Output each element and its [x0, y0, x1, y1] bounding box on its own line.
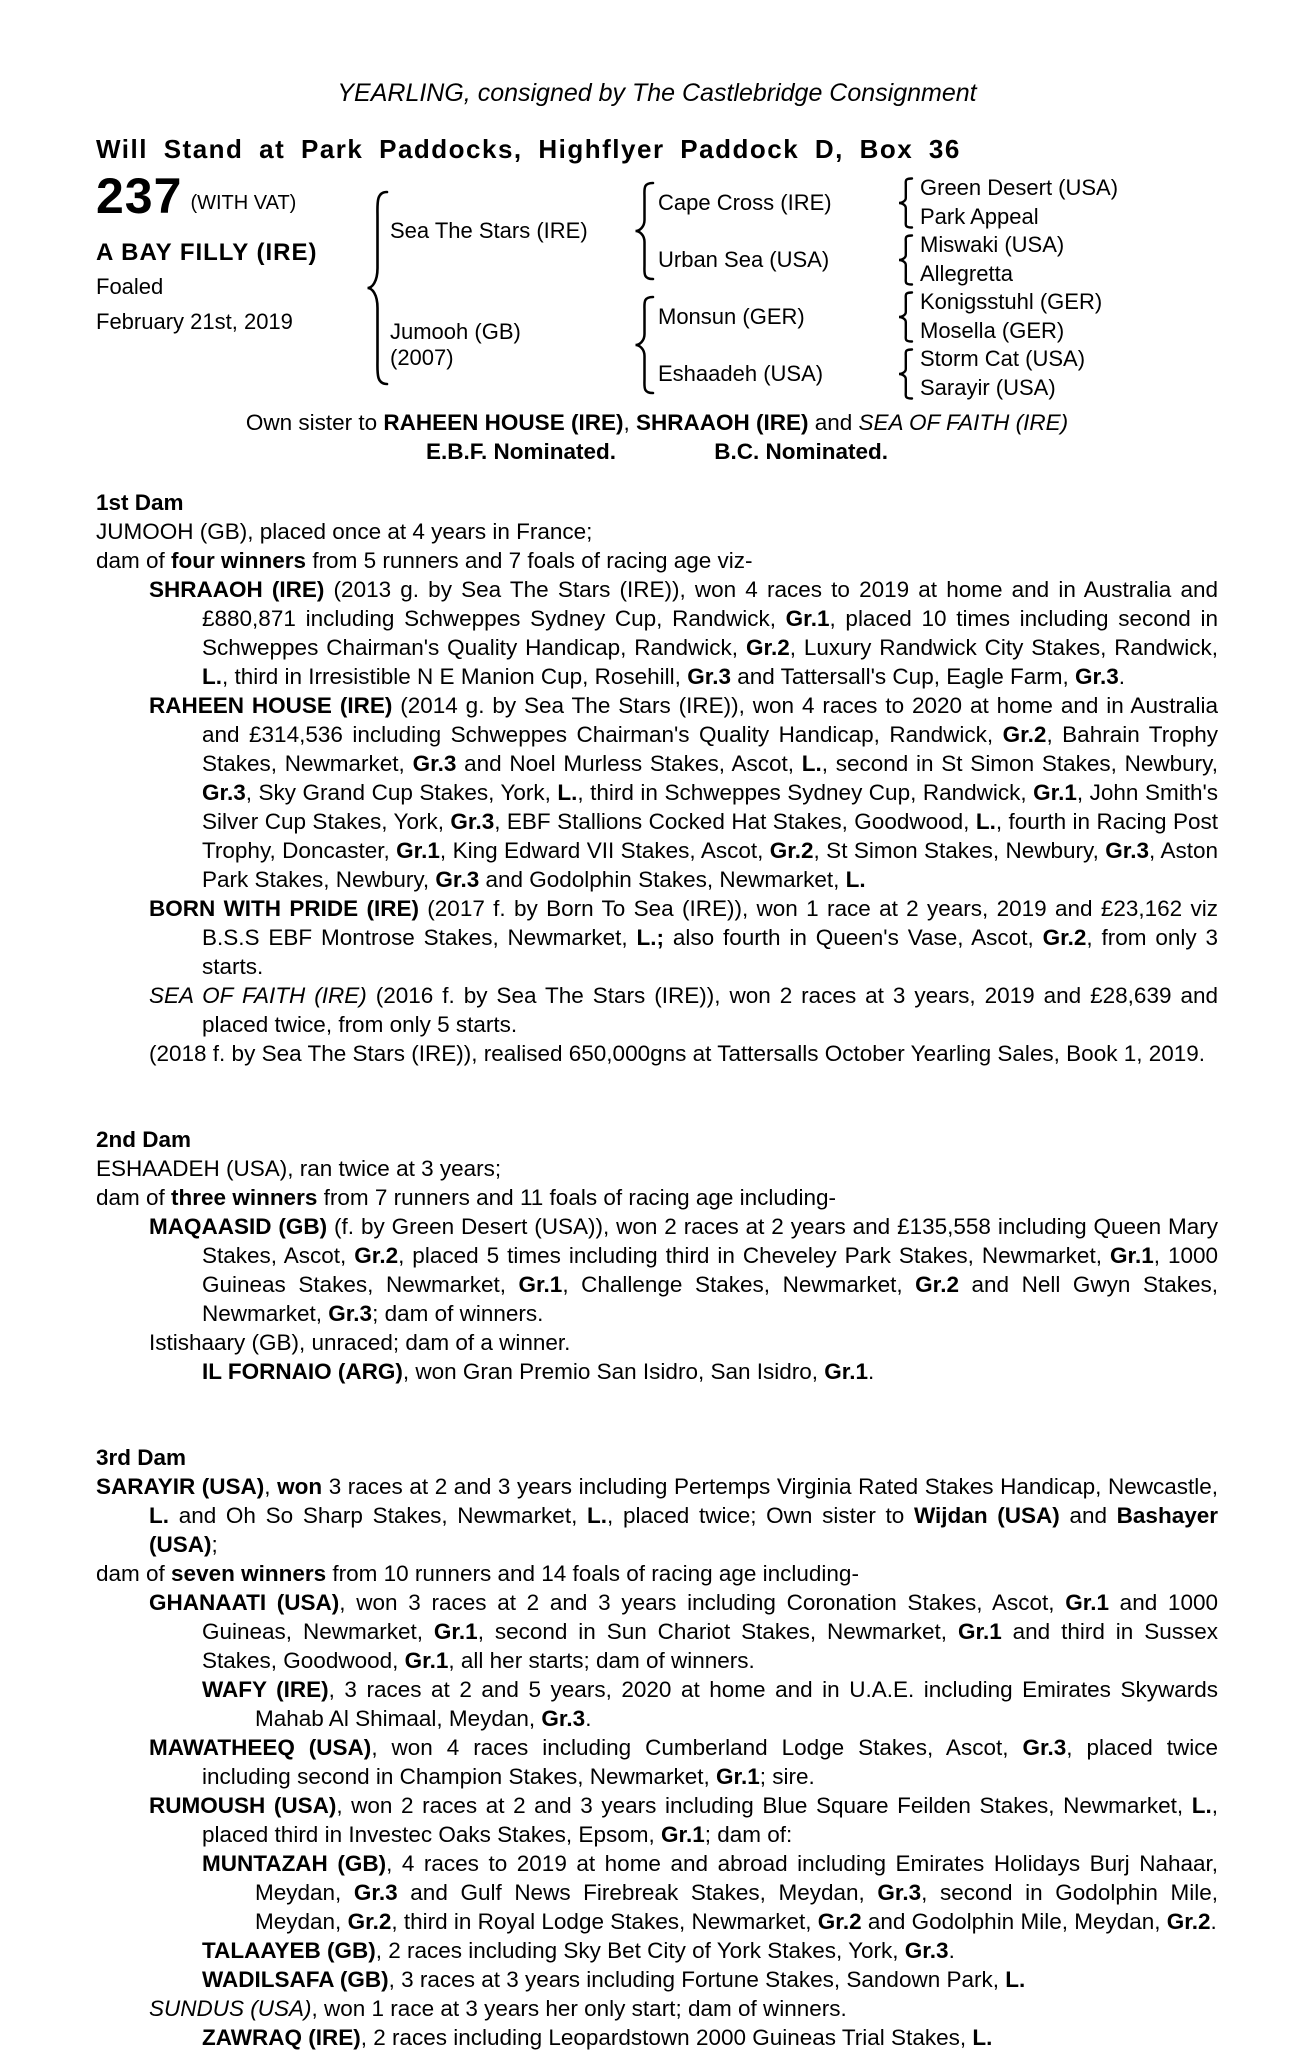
text-run: Istishaary (GB), unraced; dam of a winner.	[149, 1330, 571, 1355]
text-run: , third in Royal Lodge Stakes, Newmarket,	[391, 1909, 818, 1934]
emphasis-text: Gr.3	[202, 780, 246, 805]
pedigree-paragraph	[149, 1791, 1218, 1849]
emphasis-text: Gr.2	[817, 1909, 862, 1934]
text-run: , St Simon Stakes, Newbury,	[813, 838, 1106, 863]
text-run: ;	[211, 1532, 218, 1557]
text-run: , second in Godolphin Mile, Meydan,	[255, 1880, 1218, 1934]
great-granddam-name: Mosella (GER)	[920, 317, 1065, 343]
text-run: dam of	[96, 548, 172, 573]
emphasis-text: SUNDUS (USA)	[149, 1996, 312, 2021]
text-run: , all her starts; dam of winners.	[448, 1648, 755, 1673]
emphasis-text: L.	[149, 1503, 169, 1528]
emphasis-text: Gr.3	[328, 1301, 373, 1326]
emphasis-text: Gr.3	[904, 1938, 949, 1963]
text-run: , third in Schweppes Sydney Cup, Randwick,	[577, 780, 1034, 805]
dam-section-heading: 2nd Dam	[96, 1127, 192, 1152]
text-run: and Nell Gwyn Stakes, Newmarket,	[202, 1272, 1219, 1326]
text-run: , 2 races including Sky Bet City of York Stakes, York,	[375, 1938, 905, 1963]
text-run: , 2 races including Leopardstown 2000 Guineas Trial Stakes,	[360, 2025, 973, 2050]
text-run: and Godolphin Stakes, Newmarket,	[479, 867, 846, 892]
bc-nominated-label: B.C. Nominated.	[714, 439, 889, 464]
great-granddam-name: Allegretta	[920, 260, 1013, 286]
brace-icon	[364, 174, 390, 402]
text-run: JUMOOH (GB), placed once at 4 years in France;	[96, 519, 593, 544]
emphasis-text: Gr.1	[433, 1619, 478, 1644]
ebf-nominated-label: E.B.F. Nominated.	[425, 439, 616, 464]
text-run: , EBF Stallions Cocked Hat Stakes, Goodwood,	[494, 809, 976, 834]
pedigree-paragraph	[202, 1936, 1218, 1965]
foaled-label: Foaled	[96, 274, 164, 299]
text-run: , Challenge Stakes, Newmarket,	[562, 1272, 916, 1297]
lot-number: 237	[96, 168, 183, 224]
emphasis-text: TALAAYEB (GB)	[202, 1938, 376, 1963]
great-grandsire-name: Miswaki (USA)	[920, 232, 1065, 258]
text-run: , won Gran Premio San Isidro, San Isidro,	[402, 1359, 825, 1384]
great-granddam-name: Park Appeal	[920, 203, 1039, 229]
emphasis-text: Gr.1	[1109, 1243, 1154, 1268]
pedigree-paragraph	[149, 575, 1219, 691]
emphasis-text: WAFY (IRE)	[202, 1677, 329, 1702]
emphasis-text: GHANAATI (USA)	[149, 1590, 340, 1615]
nominations-line	[96, 437, 1218, 467]
text-run: ; dam of:	[704, 1822, 793, 1847]
text-run: and 1000 Guineas, Newmarket,	[202, 1590, 1218, 1644]
dam-name: Jumooh (GB)	[390, 319, 521, 344]
emphasis-text: Gr.3	[412, 751, 457, 776]
text-run: from 5 runners and 7 foals of racing age viz-	[306, 548, 753, 573]
pedigree-paragraph	[149, 1733, 1218, 1791]
text-run: (2018 f. by Sea The Stars (IRE)), realised 650,000gns at Tattersalls October Yearling Sales, Book 1, 2019.	[149, 1041, 1206, 1066]
pedigree-paragraph	[96, 1154, 1218, 1183]
pedigree-paragraph	[202, 2023, 1218, 2052]
emphasis-text: Gr.2	[1002, 722, 1047, 747]
emphasis-text: Gr.2	[769, 838, 814, 863]
text-run: , placed twice including second in Champion Stakes, Newmarket,	[202, 1735, 1218, 1789]
emphasis-text: L.	[1005, 1967, 1026, 1992]
pedigree-paragraph	[149, 981, 1218, 1039]
emphasis-text: Gr.2	[915, 1272, 959, 1297]
pedigree-paragraph	[149, 1039, 1218, 1068]
emphasis-text: MAQAASID (GB)	[149, 1214, 328, 1239]
emphasis-text: Gr.1	[1065, 1590, 1109, 1615]
emphasis-text: Gr.2	[347, 1909, 392, 1934]
text-run: , placed third in Investec Oaks Stakes, Epsom,	[202, 1793, 1218, 1847]
emphasis-text: Gr.3	[1105, 838, 1150, 863]
brace-icon	[890, 288, 920, 345]
text-run: and Noel Murless Stakes, Ascot,	[456, 751, 802, 776]
text-run: ; dam of winners.	[372, 1301, 544, 1326]
pedigree-paragraph	[202, 1849, 1218, 1936]
emphasis-text: L.	[801, 751, 822, 776]
stand-location-line: Will Stand at Park Paddocks, Highflyer Paddock D, Box 36	[96, 134, 961, 164]
emphasis-text: L.	[1191, 1793, 1212, 1818]
text-run: and third in Sussex Stakes, Goodwood,	[202, 1619, 1218, 1673]
emphasis-text: Bashayer (USA)	[149, 1503, 1218, 1557]
text-run: , won 1 race at 3 years her only start; dam of winners.	[311, 1996, 847, 2021]
pedigree-paragraph	[202, 1675, 1218, 1733]
emphasis-text: four winners	[171, 548, 307, 573]
text-run: , won 3 races at 2 and 3 years including Coronation Stakes, Ascot,	[339, 1590, 1066, 1615]
own-sister-line	[96, 408, 1218, 437]
emphasis-text: IL FORNAIO (ARG)	[202, 1359, 403, 1384]
emphasis-text: L.	[202, 664, 222, 689]
emphasis-text: Gr.2	[354, 1243, 399, 1268]
emphasis-text: Gr.3	[353, 1880, 398, 1905]
text-run: and Gulf News Firebreak Stakes, Meydan,	[397, 1880, 878, 1905]
emphasis-text: Gr.1	[716, 1764, 760, 1789]
brace-icon	[630, 174, 658, 288]
emphasis-text: L.	[972, 2025, 993, 2050]
text-run: and Godolphin Mile, Meydan,	[861, 1909, 1167, 1934]
emphasis-text: Gr.1	[660, 1822, 705, 1847]
text-run: also fourth in Queen's Vase, Ascot,	[663, 925, 1043, 950]
pedigree-paragraph	[96, 517, 1218, 546]
emphasis-text: WADILSAFA (GB)	[202, 1967, 389, 1992]
dam-sire-name: Monsun (GER)	[658, 303, 805, 329]
text-run: , Luxury Randwick City Stakes, Randwick,	[789, 635, 1219, 660]
dam-sections	[96, 488, 1218, 2052]
emphasis-text: Gr.3	[687, 664, 731, 689]
sire-sire-name: Cape Cross (IRE)	[658, 189, 832, 215]
text-run: , Bahrain Trophy Stakes, Newmarket,	[202, 722, 1219, 776]
foaled-date: February 21st, 2019	[96, 309, 293, 334]
page-title: YEARLING, consigned by The Castlebridge Consignment	[337, 79, 977, 107]
emphasis-text: SHRAAOH (IRE)	[149, 577, 325, 602]
text-run: , 3 races at 3 years including Fortune Stakes, Sandown Park,	[388, 1967, 1006, 1992]
emphasis-text: L.	[587, 1503, 608, 1528]
emphasis-text: RUMOUSH (USA)	[149, 1793, 337, 1818]
dam-section-heading: 3rd Dam	[96, 1445, 187, 1470]
text-run: , won 4 races including Cumberland Lodge Stakes, Ascot,	[371, 1735, 1023, 1760]
text-run: , from only 3 starts.	[202, 925, 1218, 979]
emphasis-text: L.;	[636, 925, 664, 950]
brace-icon	[890, 174, 920, 231]
text-run: from 10 runners and 14 foals of racing age including-	[326, 1561, 859, 1586]
emphasis-text: Gr.3	[435, 867, 480, 892]
text-run: ESHAADEH (USA), ran twice at 3 years;	[96, 1156, 502, 1181]
dam-dam-name: Eshaadeh (USA)	[658, 360, 824, 386]
great-granddam-name: Sarayir (USA)	[920, 374, 1056, 400]
emphasis-text: Gr.2	[745, 635, 790, 660]
pedigree-paragraph	[96, 546, 1218, 575]
emphasis-text: Gr.2	[1166, 1909, 1211, 1934]
emphasis-text: Gr.1	[404, 1648, 449, 1673]
emphasis-text: SHRAAOH (IRE)	[635, 410, 809, 435]
pedigree-paragraph	[96, 1472, 1218, 1559]
emphasis-text: won	[277, 1474, 323, 1499]
text-run: , second in St Simon Stakes, Newbury,	[821, 751, 1218, 776]
text-run: (2016 f. by Sea The Stars (IRE)), won 2 races at 3 years, 2019 and £28,639 and placed twice, from only 5 starts.	[202, 983, 1218, 1037]
emphasis-text: L.	[845, 867, 866, 892]
text-run: , placed twice; Own sister to	[607, 1503, 915, 1528]
emphasis-text: seven winners	[171, 1561, 327, 1586]
emphasis-text: Gr.1	[957, 1619, 1002, 1644]
text-run: (2013 g. by Sea The Stars (IRE)), won 4 races to 2019 at home and in Australia and £880,871 including Schweppes Sydney Cup, Randwick,	[202, 577, 1219, 631]
lot-info	[96, 168, 364, 402]
text-run: dam of	[96, 1185, 172, 1210]
text-run: 3 races at 2 and 3 years including Pertemps Virginia Rated Stakes Handicap, Newcastle,	[322, 1474, 1218, 1499]
emphasis-text: Gr.1	[785, 606, 830, 631]
text-run: .	[948, 1938, 955, 1963]
text-run: Own sister to	[245, 410, 384, 435]
dam-year: (2007)	[390, 345, 454, 370]
pedigree-paragraph	[96, 1559, 1218, 1588]
emphasis-text: Gr.3	[877, 1880, 922, 1905]
pedigree-paragraph	[149, 1328, 1218, 1357]
great-grandsire-name: Konigsstuhl (GER)	[920, 289, 1103, 315]
brace-icon	[890, 231, 920, 288]
emphasis-text: MUNTAZAH (GB)	[202, 1851, 387, 1876]
text-run: from 7 runners and 11 foals of racing age including-	[317, 1185, 836, 1210]
great-grandsire-name: Storm Cat (USA)	[920, 346, 1086, 372]
text-run: ,	[623, 410, 636, 435]
text-run: and	[1059, 1503, 1117, 1528]
pedigree-paragraph	[149, 1212, 1219, 1328]
sire-dam-name: Urban Sea (USA)	[658, 246, 830, 272]
brace-icon	[630, 288, 658, 402]
text-run: , third in Irresistible N E Manion Cup, Rosehill,	[222, 664, 688, 689]
dam-section-heading: 1st Dam	[96, 490, 184, 515]
text-run: , 3 races at 2 and 5 years, 2020 at home and in U.A.E. including Emirates Skywards Mahab Al Shimaal, Meydan,	[255, 1677, 1218, 1731]
emphasis-text: RAHEEN HOUSE (IRE)	[383, 410, 624, 435]
pedigree-paragraph	[149, 1588, 1218, 1675]
emphasis-text: Gr.3	[1022, 1735, 1067, 1760]
pedigree-paragraph	[202, 1357, 1218, 1386]
vat-note: (WITH VAT)	[190, 192, 297, 214]
text-run: .	[1210, 1909, 1217, 1934]
text-run: (f. by Green Desert (USA)), won 2 races at 2 years and £135,558 including Queen Mary Stakes, Ascot,	[202, 1214, 1219, 1268]
great-grandsire-name: Green Desert (USA)	[920, 175, 1119, 201]
emphasis-text: Gr.1	[518, 1272, 563, 1297]
emphasis-text: SARAYIR (USA)	[96, 1474, 265, 1499]
text-run: ,	[264, 1474, 278, 1499]
emphasis-text: Gr.1	[396, 838, 440, 863]
text-run: .	[1118, 664, 1126, 689]
text-run: , King Edward VII Stakes, Ascot,	[439, 838, 770, 863]
text-run: and Tattersall's Cup, Eagle Farm,	[730, 664, 1076, 689]
pedigree-paragraph	[149, 1994, 1218, 2023]
text-run: .	[868, 1359, 875, 1384]
text-run: , Sky Grand Cup Stakes, York,	[245, 780, 558, 805]
pedigree-paragraph	[96, 1183, 1218, 1212]
text-run: (2017 f. by Born To Sea (IRE)), won 1 race at 2 years, 2019 and £23,162 viz B.S.S EBF Montrose Stakes, Newmarket,	[202, 896, 1218, 950]
text-run: and	[808, 410, 859, 435]
emphasis-text: Gr.3	[541, 1706, 586, 1731]
emphasis-text: RAHEEN HOUSE (IRE)	[149, 693, 393, 718]
lot-number-line	[96, 168, 364, 224]
text-run: dam of	[96, 1561, 172, 1586]
pedigree-paragraph	[149, 894, 1218, 981]
pedigree-tree	[96, 168, 1218, 402]
text-run: , John Smith's Silver Cup Stakes, York,	[202, 780, 1219, 834]
emphasis-text: Wijdan (USA)	[914, 1503, 1060, 1528]
emphasis-text: Gr.3	[450, 809, 495, 834]
emphasis-text: Gr.1	[824, 1359, 869, 1384]
text-run: , won 2 races at 2 and 3 years including Blue Square Feilden Stakes, Newmarket,	[336, 1793, 1192, 1818]
brace-icon	[890, 345, 920, 402]
emphasis-text: BORN WITH PRIDE (IRE)	[149, 896, 419, 921]
horse-description: A BAY FILLY (IRE)	[96, 239, 318, 266]
text-run: ; sire.	[759, 1764, 815, 1789]
emphasis-text: L.	[975, 809, 996, 834]
emphasis-text: Gr.2	[1042, 925, 1087, 950]
text-run: , placed 10 times including second in Schweppes Chairman's Quality Handicap, Randwick,	[202, 606, 1218, 660]
emphasis-text: ZAWRAQ (IRE)	[202, 2025, 361, 2050]
text-run: , Aston Park Stakes, Newbury,	[202, 838, 1218, 892]
text-run: , second in Sun Chariot Stakes, Newmarket,	[477, 1619, 958, 1644]
text-run: , placed 5 times including third in Cheveley Park Stakes, Newmarket,	[398, 1243, 1110, 1268]
text-run: .	[585, 1706, 592, 1731]
emphasis-text: Gr.3	[1075, 664, 1119, 689]
text-run: (2014 g. by Sea The Stars (IRE)), won 4 races to 2020 at home and in Australia and £314,536 including Schweppes Chairman's Quality Handicap, Randwick,	[202, 693, 1218, 747]
emphasis-text: SEA OF FAITH (IRE)	[858, 410, 1069, 435]
text-run: and Oh So Sharp Stakes, Newmarket,	[169, 1503, 588, 1528]
emphasis-text: L.	[557, 780, 578, 805]
text-run: , fourth in Racing Post Trophy, Doncaster,	[202, 809, 1219, 863]
sire-name: Sea The Stars (IRE)	[390, 218, 588, 243]
pedigree-paragraph	[202, 1965, 1218, 1994]
emphasis-text: three winners	[171, 1185, 318, 1210]
emphasis-text: SEA OF FAITH (IRE)	[149, 983, 367, 1008]
text-run: , 1000 Guineas Stakes, Newmarket,	[202, 1243, 1219, 1297]
text-run: , 4 races to 2019 at home and abroad including Emirates Holidays Burj Nahaar, Meydan,	[255, 1851, 1218, 1905]
emphasis-text: Gr.1	[1033, 780, 1077, 805]
pedigree-paragraph	[149, 691, 1219, 894]
emphasis-text: MAWATHEEQ (USA)	[149, 1735, 372, 1760]
dam-block	[390, 288, 630, 402]
